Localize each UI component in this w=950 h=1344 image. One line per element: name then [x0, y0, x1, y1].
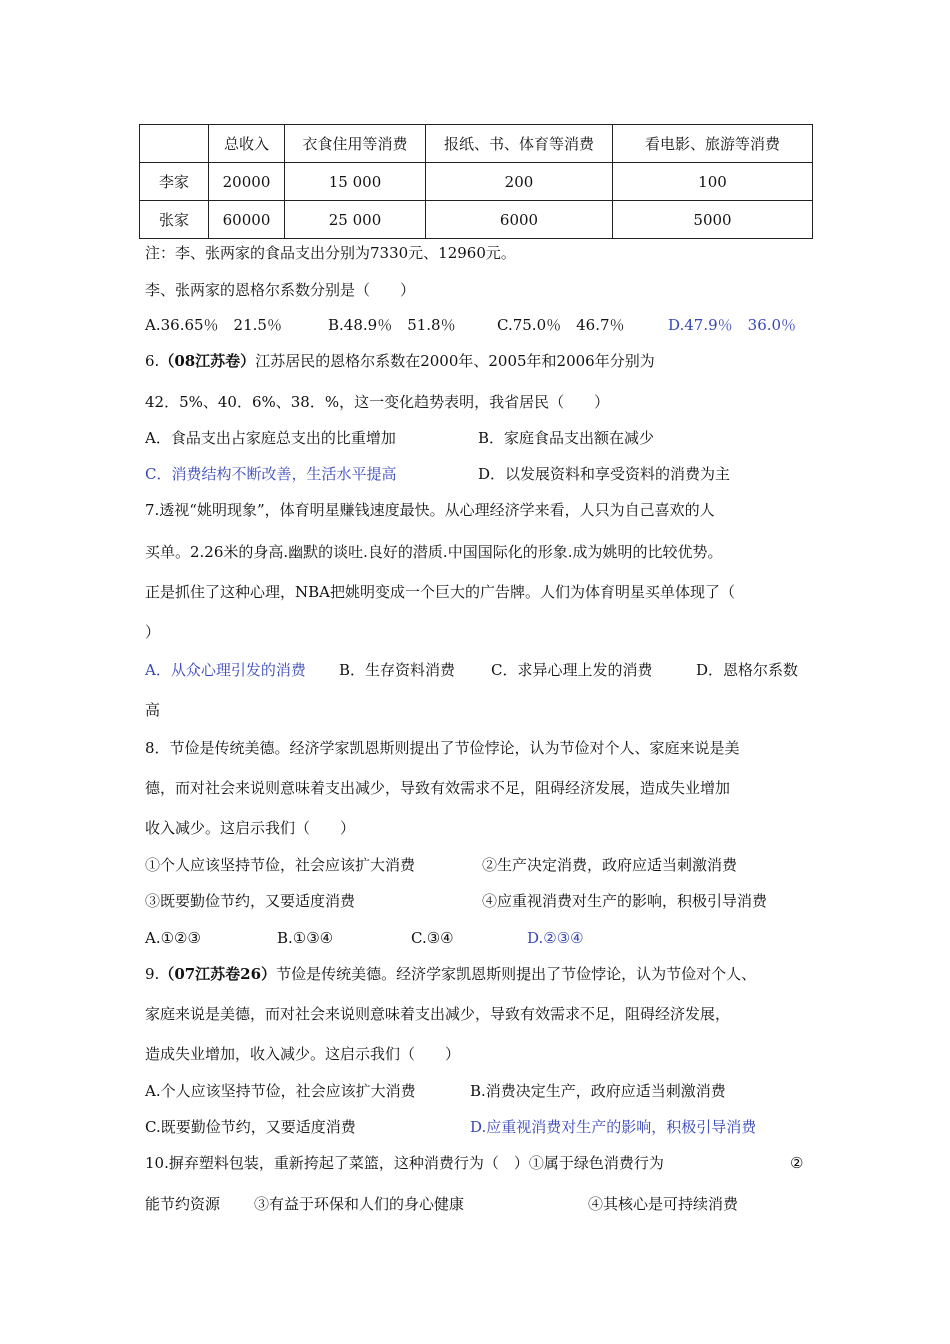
- q5-option-c: C.75.0％ 46.7％: [497, 316, 625, 334]
- q10-item-2: 能节约资源: [145, 1195, 221, 1213]
- q9-line1: [145, 964, 756, 984]
- table-cell: 李家: [140, 163, 209, 201]
- table-cell: 15 000: [285, 163, 426, 201]
- q8-line1: 8．节俭是传统美德。经济学家凯恩斯则提出了节俭悖论，认为节俭对个人、家庭来说是美: [145, 739, 740, 757]
- q9-option-b: B.消费决定生产，政府应适当刺激消费: [470, 1082, 726, 1100]
- q6-stem-line2: 42．5%、40．6%、38．%，这一变化趋势表明，我省居民（ ）: [145, 393, 610, 411]
- table-header-cell: 看电影、旅游等消费: [613, 125, 813, 163]
- q6-stem-text: 江苏居民的恩格尔系数在2000年、2005年和2006年分别为: [255, 352, 655, 370]
- q7-line2: 买单。2.26米的身高.幽默的谈吐.良好的潜质.中国国际化的形象.成为姚明的比较优势。: [145, 543, 723, 561]
- table-cell: 20000: [209, 163, 285, 201]
- q10-item-2-marker: ②: [790, 1154, 804, 1172]
- q8-option-c: C.③④: [411, 929, 454, 947]
- table-row: [140, 201, 813, 239]
- q6-option-a: A．食品支出占家庭总支出的比重增加: [145, 429, 396, 447]
- q9-line3: 造成失业增加，收入减少。这启示我们（ ）: [145, 1045, 461, 1063]
- q8-line2: 德，而对社会来说则意味着支出减少，导致有效需求不足，阻碍经济发展，造成失业增加: [145, 779, 731, 797]
- q5-note: 注：李、张两家的食品支出分别为7330元、12960元。: [145, 244, 516, 262]
- table-cell: 25 000: [285, 201, 426, 239]
- q6-source: （08江苏卷）: [159, 352, 256, 370]
- q8-item-2: ②生产决定消费，政府应适当刺激消费: [482, 856, 738, 874]
- q7-line1: 7.透视“姚明现象”，体育明星赚钱速度最快。从心理经济学来看，人只为自己喜欢的人: [145, 501, 715, 519]
- table-row: [140, 163, 813, 201]
- q6-option-c-answer: C．消费结构不断改善，生活水平提高: [145, 465, 397, 483]
- q8-line3: 收入减少。这启示我们（ ）: [145, 819, 356, 837]
- table-cell: 200: [426, 163, 613, 201]
- q9-option-d-answer: D.应重视消费对生产的影响，积极引导消费: [470, 1118, 757, 1136]
- q7-option-a-answer: A．从众心理引发的消费: [145, 661, 306, 679]
- q9-source: （07江苏卷26）: [159, 965, 277, 983]
- q8-option-b: B.①③④: [277, 929, 334, 947]
- q10-item-3: ③有益于环保和人们的身心健康: [254, 1195, 465, 1213]
- q10-line1: 10.摒弃塑料包装，重新挎起了菜篮，这种消费行为（ ）①属于绿色消费行为: [145, 1154, 664, 1172]
- table-header-cell: 衣食住用等消费: [285, 125, 426, 163]
- q5-option-b: B.48.9％ 51.8％: [328, 316, 456, 334]
- q8-item-3: ③既要勤俭节约，又要适度消费: [145, 892, 356, 910]
- q8-item-4: ④应重视消费对生产的影响，积极引导消费: [482, 892, 768, 910]
- q7-option-c: C．求异心理上发的消费: [491, 661, 653, 679]
- q5-stem: 李、张两家的恩格尔系数分别是（ ）: [145, 281, 416, 299]
- q8-option-a: A.①②③: [145, 929, 201, 947]
- consumption-table: [139, 124, 813, 239]
- q9-stem-text: 节俭是传统美德。经济学家凯恩斯则提出了节俭悖论，认为节俭对个人、: [276, 965, 757, 983]
- table-header-row: [140, 125, 813, 163]
- q6-number: 6.: [145, 352, 160, 370]
- q9-number: 9.: [145, 965, 160, 983]
- q6-stem-line1: [145, 351, 655, 371]
- table-cell: 100: [613, 163, 813, 201]
- table-cell: 张家: [140, 201, 209, 239]
- q7-option-d-continued: 高: [145, 701, 161, 719]
- table-cell: 6000: [426, 201, 613, 239]
- q5-option-a: A.36.65％ 21.5％: [145, 316, 282, 334]
- table-header-cell: 总收入: [209, 125, 285, 163]
- q7-option-b: B．生存资料消费: [339, 661, 456, 679]
- q7-line3: 正是抓住了这种心理，NBA把姚明变成一个巨大的广告牌。人们为体育明星买单体现了（: [145, 583, 735, 601]
- q7-option-d: D．恩格尔系数: [696, 661, 799, 679]
- q6-option-d: D．以发展资料和享受资料的消费为主: [478, 465, 731, 483]
- q6-option-b: B．家庭食品支出额在减少: [478, 429, 655, 447]
- q9-option-c: C.既要勤俭节约，又要适度消费: [145, 1118, 356, 1136]
- q10-item-4: ④其核心是可持续消费: [588, 1195, 739, 1213]
- table-header-cell: [140, 125, 209, 163]
- q8-item-1: ①个人应该坚持节俭，社会应该扩大消费: [145, 856, 416, 874]
- q8-option-d-answer: D.②③④: [527, 929, 584, 947]
- table-cell: 60000: [209, 201, 285, 239]
- q9-line2: 家庭来说是美德，而对社会来说则意味着支出减少，导致有效需求不足，阻碍经济发展，: [145, 1005, 731, 1023]
- table-cell: 5000: [613, 201, 813, 239]
- table-header-cell: 报纸、书、体育等消费: [426, 125, 613, 163]
- q5-option-d-answer: D.47.9％ 36.0％: [668, 316, 797, 334]
- q7-line4: ）: [145, 623, 161, 641]
- q9-option-a: A.个人应该坚持节俭，社会应该扩大消费: [145, 1082, 416, 1100]
